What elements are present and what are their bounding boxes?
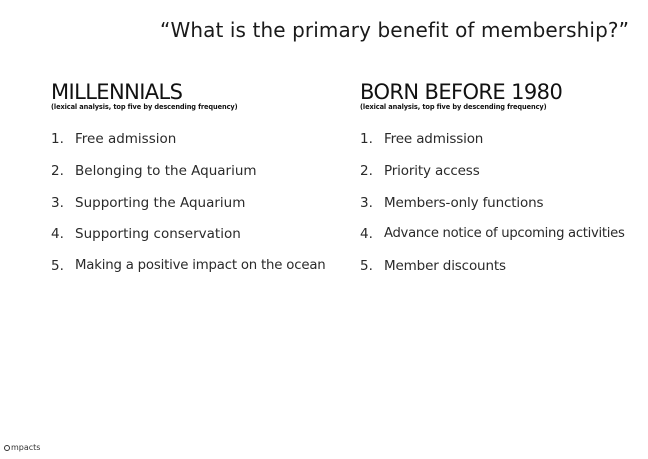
born-before-1980-title: BORN BEFORE 1980 xyxy=(360,80,563,104)
list-item-number: 1. xyxy=(360,131,373,147)
list-item-text: Free admission xyxy=(75,131,177,147)
list-item xyxy=(51,131,346,163)
list-item xyxy=(51,258,346,290)
list-item-text: Making a positive impact on the ocean xyxy=(75,258,326,274)
millennials-subtitle: (lexical analysis, top five by descending frequency) xyxy=(51,103,238,111)
millennials-list xyxy=(51,131,346,290)
list-item-number: 3. xyxy=(51,194,64,211)
list-item-text: Members-only functions xyxy=(384,194,544,211)
millennials-column xyxy=(51,80,346,290)
list-item-text: Supporting conservation xyxy=(75,226,241,243)
born-before-1980-subtitle: (lexical analysis, top five by descending frequency) xyxy=(360,103,547,111)
list-item xyxy=(360,226,645,258)
list-item xyxy=(360,195,645,227)
list-item-text: Priority access xyxy=(384,162,480,179)
impacts-logo xyxy=(4,443,40,452)
list-item-number: 2. xyxy=(51,162,64,179)
list-item-number: 4. xyxy=(360,226,373,243)
born-before-1980-column xyxy=(360,80,645,290)
list-item xyxy=(360,258,645,290)
list-item xyxy=(51,163,346,195)
list-item-text: Supporting the Aquarium xyxy=(75,194,246,211)
list-item-text: Free admission xyxy=(384,131,484,147)
list-item-number: 5. xyxy=(360,258,373,275)
list-item-number: 1. xyxy=(51,131,64,147)
impacts-logo-mark-icon xyxy=(4,445,10,451)
list-item xyxy=(51,195,346,227)
impacts-logo-text: mpacts xyxy=(11,443,41,452)
list-item-number: 4. xyxy=(51,226,64,243)
list-item-text: Belonging to the Aquarium xyxy=(75,162,257,179)
list-item-number: 3. xyxy=(360,194,373,211)
slide-question: “What is the primary benefit of membership?” xyxy=(160,18,630,42)
list-item-text: Advance notice of upcoming activities xyxy=(384,226,625,242)
millennials-title: MILLENNIALS xyxy=(51,80,183,104)
list-item xyxy=(51,226,346,258)
list-item-number: 5. xyxy=(51,258,64,275)
list-item xyxy=(360,163,645,195)
list-item xyxy=(360,131,645,163)
list-item-text: Member discounts xyxy=(384,258,506,275)
list-item-number: 2. xyxy=(360,162,373,179)
born-before-1980-list xyxy=(360,131,645,290)
